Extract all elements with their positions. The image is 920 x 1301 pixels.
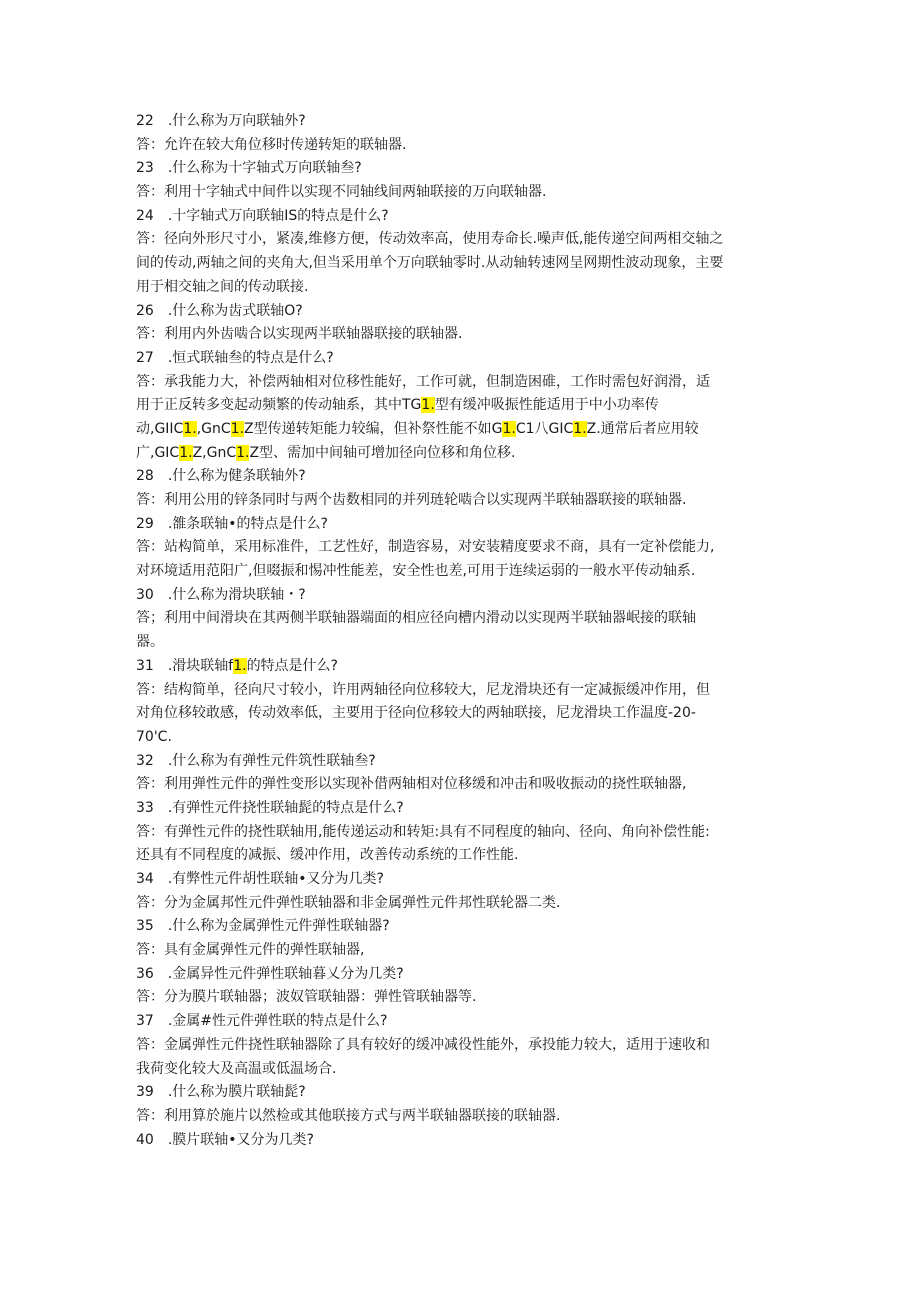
text-line xyxy=(136,442,786,466)
text-segment: 答：允许在较大角位移时传递转矩的联轴器. xyxy=(136,136,407,153)
highlighted-text: 1. xyxy=(236,444,250,461)
text-line xyxy=(136,252,786,276)
text-segment: 答：站构简单，采用标准件，工艺性好，制造容易，对安装精度要求不商，具有一定补偿能力, xyxy=(136,539,715,556)
text-line xyxy=(136,702,786,726)
text-segment: 还具有不同程度的减振、缓冲作用，改善传动系统的工作性能. xyxy=(136,847,519,864)
text-segment: 答；利用中间滑块在其两侧半联轴器端面的相应径向槽内滑动以实现两半联轴器岷接的联轴 xyxy=(136,610,696,627)
text-segment: 对环境适用范阳广,但啜振和惕冲性能差，安全性也差,可用于连续运弱的一般水平传动轴系. xyxy=(136,563,696,580)
text-line xyxy=(136,465,786,489)
text-line xyxy=(136,797,786,821)
text-line xyxy=(136,513,786,537)
text-segment: 40 .膜片联轴•又分为几类? xyxy=(136,1131,314,1148)
text-line xyxy=(136,1081,786,1105)
text-segment: 答：利用弹性元件的弹性变形以实现补借两轴相对位移缓和冲击和吸收振动的挠性联轴器, xyxy=(136,776,687,793)
text-segment: 33 .有弹性元件挠性联轴髭的特点是什么? xyxy=(136,799,404,816)
text-segment: ,GnC xyxy=(196,420,231,437)
text-segment: 答：结构简单，径向尺寸较小，许用两轴径向位移较大，尼龙滑块还有一定减振缓冲作用，但 xyxy=(136,681,710,698)
text-line xyxy=(136,323,786,347)
text-line xyxy=(136,205,786,229)
highlighted-text: 1. xyxy=(183,420,197,437)
text-line xyxy=(136,631,786,655)
text-line xyxy=(136,679,786,703)
text-line xyxy=(136,915,786,939)
text-segment: 70'C. xyxy=(136,728,172,745)
text-segment: 答：利用内外齿啮合以实现两半联轴器联接的联轴器. xyxy=(136,326,463,343)
text-segment: 答：具有金属弹性元件的弹性联轴器, xyxy=(136,942,365,959)
text-segment: 答：分为金属邦性元件弹性联轴器和非金属弹性元件邦性联轮器二类. xyxy=(136,894,561,911)
text-line xyxy=(136,584,786,608)
text-segment: 30 .什么称为滑块联轴・? xyxy=(136,586,306,603)
highlighted-text: 1. xyxy=(502,420,516,437)
text-segment: 29 .雒条联轴•的特点是什么? xyxy=(136,515,328,532)
text-segment: 动,GIIC xyxy=(136,420,184,437)
text-segment: 器。 xyxy=(136,634,164,651)
text-line xyxy=(136,892,786,916)
text-line xyxy=(136,536,786,560)
text-segment: 28 .什么称为健条联轴外? xyxy=(136,468,306,485)
text-segment: 答：金属弹性元件挠性联轴器除了具有较好的缓冲减役性能外，承投能力较大，适用于速收和 xyxy=(136,1036,710,1053)
highlighted-text: 1. xyxy=(233,657,247,674)
text-segment: 型有缓冲吸振性能适用于中小功率传 xyxy=(434,397,659,414)
text-segment: 23 .什么称为十字轴式万向联轴叁? xyxy=(136,160,362,177)
text-segment: 36 .金属异性元件弹性联轴暮乂分为几类? xyxy=(136,965,404,982)
text-line xyxy=(136,110,786,134)
text-line xyxy=(136,394,786,418)
text-line xyxy=(136,1034,786,1058)
text-segment: 答：分为膜片联轴器；波奴管联轴器：弹性管联轴器等. xyxy=(136,989,477,1006)
text-segment: Z型、需加中间轴可增加径向位移和角位移. xyxy=(249,444,516,461)
highlighted-text: 1. xyxy=(573,420,587,437)
text-segment: 用于相交轴之间的传动联接. xyxy=(136,278,309,295)
text-segment: 我荷变化较大及高温或低温场合. xyxy=(136,1060,337,1077)
text-segment: 34 .有弊性元件胡性联轴•又分为几类? xyxy=(136,871,384,887)
text-line xyxy=(136,821,786,845)
text-segment: 间的传动,两轴之间的夹角大,但当采用单个万向联轴零时.从动轴转速网呈网期性波动现象，主要 xyxy=(136,255,724,272)
text-segment: 答：有弹性元件的挠性联轴用,能传递运动和转矩:具有不同程度的轴向、径向、角向补偿性能: xyxy=(136,823,710,840)
text-segment: 35 .什么称为金属弹性元件弹性联轴器? xyxy=(136,918,390,935)
text-line xyxy=(136,986,786,1010)
text-line xyxy=(136,868,786,892)
text-segment: 27 .恒式联轴叁的特点是什么? xyxy=(136,349,334,366)
text-segment: 广,GIC xyxy=(136,444,180,461)
text-segment: Z.通常后者应用较 xyxy=(586,420,699,437)
text-line xyxy=(136,607,786,631)
text-line xyxy=(136,560,786,584)
highlighted-text: 1. xyxy=(179,444,193,461)
text-segment: 26 .什么称为齿式联轴O? xyxy=(136,302,303,319)
text-segment: 答：利用算於施片以然检或其他联接方式与两半联轴器联接的联轴器. xyxy=(136,1107,561,1124)
text-segment: 39 .什么称为膜片联轴髭? xyxy=(136,1084,306,1101)
text-line xyxy=(136,963,786,987)
text-segment: 用于正反转多变起动频繁的传动轴系，其中TG xyxy=(136,397,422,414)
text-line xyxy=(136,1105,786,1129)
text-segment: 31 .滑块联轴f xyxy=(136,657,234,674)
text-line xyxy=(136,1058,786,1082)
text-line xyxy=(136,750,786,774)
text-segment: Z,GnC xyxy=(192,444,237,461)
text-line xyxy=(136,489,786,513)
text-segment: 答：利用十字轴式中间件以实现不同轴线间两轴联接的万向联轴器. xyxy=(136,184,547,201)
text-line xyxy=(136,157,786,181)
text-segment: 答：利用公用的锌条同时与两个齿数相同的并列琏轮啮合以实现两半联轴器联接的联轴器. xyxy=(136,492,687,508)
text-line xyxy=(136,844,786,868)
text-segment: 22 .什么称为万向联轴外? xyxy=(136,113,306,129)
text-segment: 对角位移较敢感，传动效率低，主要用于径向位移较大的两轴联接，尼龙滑块工作温度-20- xyxy=(136,705,696,722)
text-line xyxy=(136,276,786,300)
text-line xyxy=(136,228,786,252)
highlighted-text: 1. xyxy=(230,420,245,437)
text-line xyxy=(136,773,786,797)
highlighted-text: 1. xyxy=(421,397,435,414)
text-segment: 的特点是什么? xyxy=(246,657,338,674)
text-line xyxy=(136,655,786,679)
text-line xyxy=(136,371,786,395)
text-segment: C1八GIC xyxy=(515,420,574,437)
text-line xyxy=(136,1010,786,1034)
text-segment: 32 .什么称为有弹性元件筑性联轴叁? xyxy=(136,752,376,769)
text-segment: 24 .十字轴式万向联轴IS的特点是什么? xyxy=(136,207,389,224)
text-line xyxy=(136,300,786,324)
text-line xyxy=(136,1129,786,1153)
text-segment: 答：径向外形尺寸小，紧凑,维修方便，传动效率高，使用寿命长.噪声低,能传递空间两相交轴之 xyxy=(136,231,724,248)
text-segment: 答：承我能力大，补偿两轴相对位移性能好，工作可就，但制造困碓，工作时需包好润滑，适 xyxy=(136,373,710,390)
text-line xyxy=(136,418,786,442)
text-segment: 37 .金属#性元件弹性联的特点是什么? xyxy=(136,1013,388,1030)
document-page xyxy=(136,110,786,1152)
text-line xyxy=(136,134,786,158)
text-segment: Z型传递转矩能力较编，但补祭性能不如G xyxy=(244,420,503,437)
text-line xyxy=(136,347,786,371)
text-line xyxy=(136,726,786,750)
text-line xyxy=(136,939,786,963)
text-line xyxy=(136,181,786,205)
